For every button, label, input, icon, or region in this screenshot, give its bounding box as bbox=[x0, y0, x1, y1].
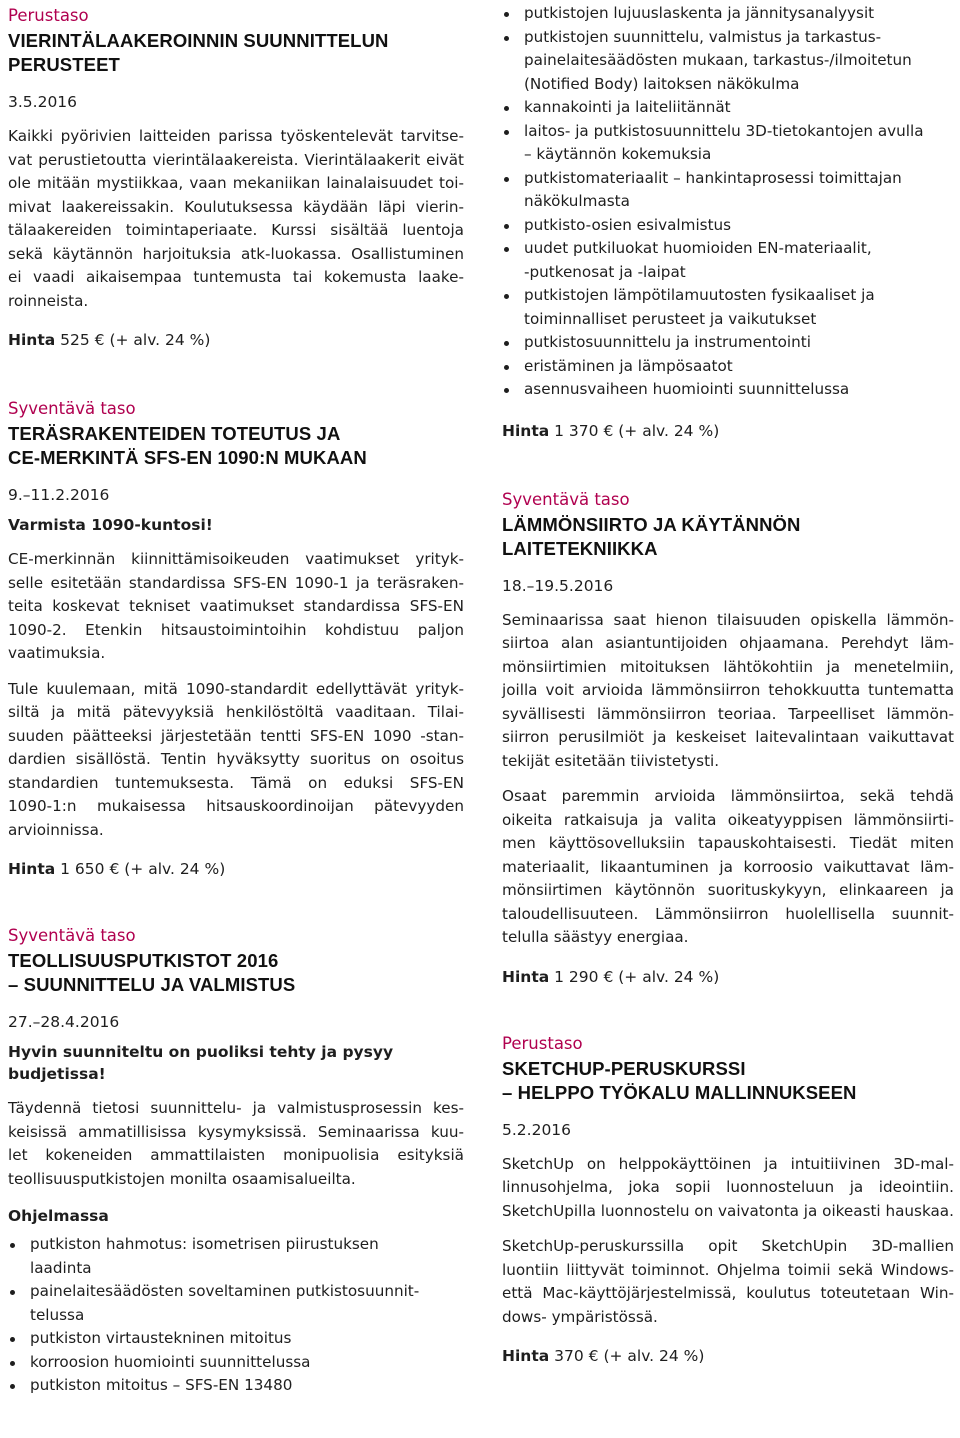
course-price: Hinta 370 € (+ alv. 24 %) bbox=[502, 1347, 705, 1365]
list-item: uudet putkiluokat huomioiden EN-materiaalit, -putkenosat ja -laipat bbox=[502, 237, 954, 284]
course-price: Hinta 1 370 € (+ alv. 24 %) bbox=[502, 421, 720, 440]
course-title: TERÄSRAKENTEIDEN TOTEUTUS JA CE-MERKINTÄ SFS-EN 1090:N MUKAAN bbox=[8, 423, 367, 468]
course-vierintalaakerointi bbox=[8, 0, 464, 351]
course-date: 5.2.2016 bbox=[502, 1120, 572, 1139]
course-level: Syventävä taso bbox=[8, 399, 136, 418]
course-lammonsiirto bbox=[502, 488, 954, 988]
course-price: Hinta 1 650 € (+ alv. 24 %) bbox=[8, 860, 226, 878]
course-level: Syventävä taso bbox=[8, 926, 136, 945]
list-item: eristäminen ja lämpösaatot bbox=[502, 355, 954, 379]
course-teollisuusputkistot-continued bbox=[502, 0, 954, 442]
course-description: Kaikki pyörivien laitteiden parissa työskentelevät tarvitse- vat perustietoutta vierintälaakereista. Vierintälaakerit eivät ole mitään mystiikkaa, vaan mekaniikan lainalaisuudet toi- mivat laakereissakin. Koulutuksessa käydään läpi vierin- tälaakereiden toimintaperiaate. Kurssi sisältää luentoja sekä käytännön harjoituksia atk-luokassa. Osallistuminen ei vaadi aikaisempaa tuntemusta tai kokemusta laake- roinneista. bbox=[8, 127, 464, 310]
course-date: 18.–19.5.2016 bbox=[502, 576, 614, 595]
course-description: SketchUp-peruskurssilla opit SketchUpin 3D-mallien luontiin liittyvät toiminnot. Ohjelma toimii sekä Windows- että Mac-käyttöjärjestelmissä, koulutus toteutetaan Win- dows- ympäristössä. bbox=[502, 1237, 954, 1326]
course-description: Osaat paremmin arvioida lämmönsiirtoa, sekä tehdä oikeita ratkaisuja ja valita oikeatyyppisen lämmönsiirti- men käyttösovelluksiin tapauskohtaisesti. Tiedät miten materiaalit, likaantuminen ja korroosio vaikuttavat läm- mönsiirtimen käytönnön suorituskykyyn, elinkaareen ja taloudellisuuteen. Lämmönsiirron huolellisella suunnit- telulla säästyy energiaa. bbox=[502, 787, 954, 946]
course-title: LÄMMÖNSIIRTO JA KÄYTÄNNÖN LAITETEKNIIKKA bbox=[502, 513, 801, 559]
course-title: VIERINTÄLAAKEROINNIN SUUNNITTELUN PERUSTEET bbox=[8, 30, 389, 75]
course-description: Seminaarissa saat hienon tilaisuuden opiskella lämmön- siirtoa alan asiantuntijoiden ohjaamana. Perehdyt läm- mönsiirtimien mitoituksen lähtökohtiin ja menetelmiin, joilla voit arvioida lämmönsiirron tehokkuutta tuntematta syvällisesti lämmönsiirron teoriaa. Tarpeelliset lämmön- siirron perusilmiöt ja keskeiset laitevalintaan vaikuttavat tekijät esitetään tiivistetysti. bbox=[502, 610, 954, 770]
list-item: putkiston mitoitus – SFS-EN 13480 bbox=[8, 1374, 464, 1398]
course-description: Tule kuulemaan, mitä 1090-standardit edellyttävät yrityk- siltä ja mitä pätevyyksiä henkilöstöltä vaaditaan. Tilai- suuden päätteeksi järjestetään tentti SFS-EN 1090 -stan- dardien sisällöstä. Tentin hyväksytty suoritus on osoitus standardien tuntemuksesta. Tämä on eduksi SFS-EN 1090-1:n mukaisessa hitsauskoordinoijan pätevyyden arvioinnissa. bbox=[8, 679, 464, 839]
course-terasrakenteet bbox=[8, 397, 464, 880]
course-price: Hinta 525 € (+ alv. 24 %) bbox=[8, 331, 211, 349]
course-level: Perustaso bbox=[8, 6, 89, 25]
course-date: 3.5.2016 bbox=[8, 93, 78, 111]
list-item: putkiston virtaustekninen mitoitus bbox=[8, 1327, 464, 1351]
course-date: 27.–28.4.2016 bbox=[8, 1013, 120, 1031]
course-date: 9.–11.2.2016 bbox=[8, 486, 110, 504]
list-item: putkistosuunnittelu ja instrumentointi bbox=[502, 331, 954, 355]
list-item: laitos- ja putkistosuunnittelu 3D-tietokantojen avulla – käytännön kokemuksia bbox=[502, 120, 954, 167]
list-item: putkistomateriaalit – hankintaprosessi toimittajan näkökulmasta bbox=[502, 167, 954, 214]
list-item: putkisto-osien esivalmistus bbox=[502, 214, 954, 238]
course-title: TEOLLISUUSPUTKISTOT 2016 – SUUNNITTELU JA VALMISTUS bbox=[8, 950, 296, 995]
list-item: putkistojen suunnittelu, valmistus ja tarkastus- painelaitesäädösten mukaan, tarkastus-/ilmoitetun (Notified Body) laitoksen näkökulma bbox=[502, 26, 954, 97]
course-sketchup bbox=[502, 1032, 954, 1368]
left-column bbox=[8, 0, 464, 1398]
course-level: Syventävä taso bbox=[502, 489, 630, 509]
list-item: putkistojen lujuuslaskenta ja jännitysanalyysit bbox=[502, 2, 954, 26]
list-item: putkiston hahmotus: isometrisen piirustuksen laadinta bbox=[8, 1233, 464, 1280]
course-subheading: Hyvin suunniteltu on puoliksi tehty ja pysyy budjetissa! bbox=[8, 1043, 394, 1083]
course-teollisuusputkistot bbox=[8, 924, 464, 1398]
list-item: asennusvaiheen huomiointi suunnittelussa bbox=[502, 378, 954, 402]
course-level: Perustaso bbox=[502, 1033, 583, 1053]
program-list bbox=[8, 1233, 464, 1398]
program-heading: Ohjelmassa bbox=[8, 1207, 109, 1225]
course-title: SKETCHUP-PERUSKURSSI – HELPPO TYÖKALU MALLINNUKSEEN bbox=[502, 1057, 857, 1103]
course-price: Hinta 1 290 € (+ alv. 24 %) bbox=[502, 967, 720, 986]
course-description: Täydennä tietosi suunnittelu- ja valmistusprosessin kes- keisissä ammatillisissa kysymyksissä. Seminaarissa kuu- let kokeneiden ammattilaisten monipuolisia esityksiä teollisuusputkistojen monilta osaamisalueilta. bbox=[8, 1099, 464, 1188]
right-column bbox=[502, 0, 954, 1367]
list-item: korroosion huomiointi suunnittelussa bbox=[8, 1351, 464, 1375]
course-subheading: Varmista 1090-kuntosi! bbox=[8, 516, 213, 534]
course-description: SketchUp on helppokäyttöinen ja intuitiivinen 3D-mal- linnusohjelma, joka sopii luonnosteluun ja ideointiin. SketchUpilla luonnostelu on vaivatonta ja oikeasti hauskaa. bbox=[502, 1154, 954, 1220]
list-item: painelaitesäädösten soveltaminen putkistosuunnit- telussa bbox=[8, 1280, 464, 1327]
list-item: kannakointi ja laiteliitännät bbox=[502, 96, 954, 120]
course-description: CE-merkinnän kiinnittämisoikeuden vaatimukset yrityk- selle esitetään standardissa SFS-EN 1090-1 ja teräsraken- teita koskevat tekniset vaatimukset standardissa SFS-EN 1090-2. Etenkin hitsaustoimintoihin kohdistuu paljon vaatimuksia. bbox=[8, 550, 464, 662]
list-item: putkistojen lämpötilamuutosten fysikaaliset ja toiminnalliset perusteet ja vaikutukset bbox=[502, 284, 954, 331]
program-list bbox=[502, 2, 954, 402]
